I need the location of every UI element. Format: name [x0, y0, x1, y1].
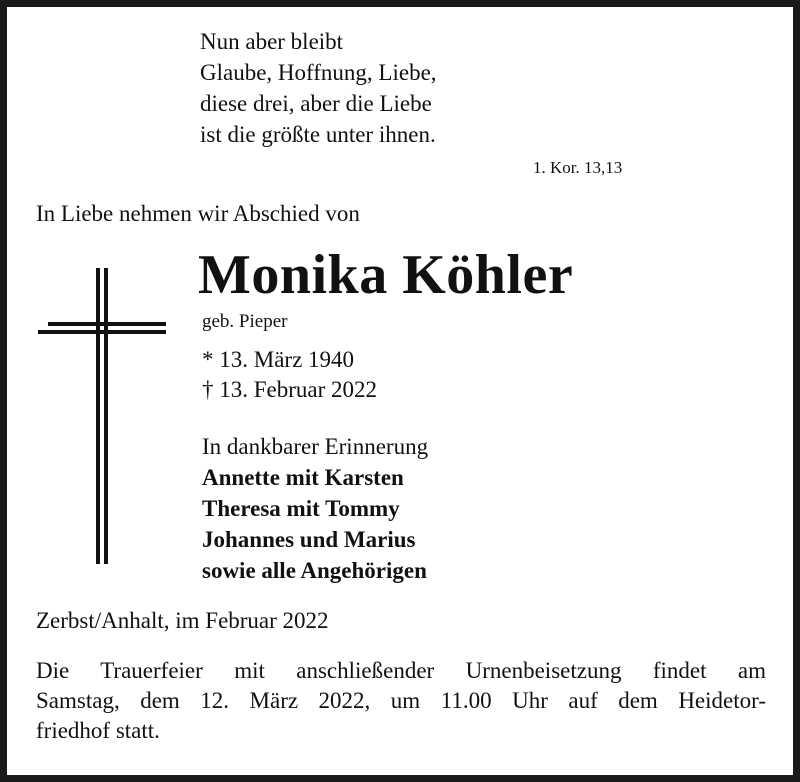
verse-reference: 1. Kor. 13,13	[533, 158, 623, 177]
cross-icon	[36, 268, 171, 564]
verse-line: Nun aber bleibt	[200, 29, 344, 54]
mourner-name: Johannes und Marius	[202, 527, 416, 552]
mourner-name: Theresa mit Tommy	[202, 496, 400, 521]
funeral-line: Samstag, dem 12. März 2022, um 11.00 Uhr auf dem Heidetor-	[36, 688, 766, 713]
maiden-name: geb. Pieper	[202, 311, 288, 332]
mourners-heading: In dankbarer Erinnerung	[202, 434, 429, 459]
mourner-name: sowie alle Angehörigen	[202, 558, 427, 583]
verse-line: Glaube, Hoffnung, Liebe,	[200, 60, 437, 85]
death-date: † 13. Februar 2022	[202, 377, 378, 402]
verse-line: diese drei, aber die Liebe	[200, 91, 432, 116]
birth-date: * 13. März 1940	[202, 347, 355, 372]
funeral-line: friedhof statt.	[36, 718, 160, 743]
funeral-line: Die Trauerfeier mit anschließender Urnenbeisetzung findet am	[36, 658, 766, 683]
place-and-date: Zerbst/Anhalt, im Februar 2022	[36, 608, 329, 633]
bible-verse	[200, 26, 437, 150]
mourners-block	[202, 431, 428, 586]
mourner-name: Annette mit Karsten	[202, 465, 404, 490]
intro-text: In Liebe nehmen wir Abschied von	[36, 201, 360, 226]
deceased-name: Monika Köhler	[198, 244, 574, 306]
life-dates	[202, 345, 377, 405]
funeral-notice	[36, 656, 766, 746]
verse-line: ist die größte unter ihnen.	[200, 122, 436, 147]
